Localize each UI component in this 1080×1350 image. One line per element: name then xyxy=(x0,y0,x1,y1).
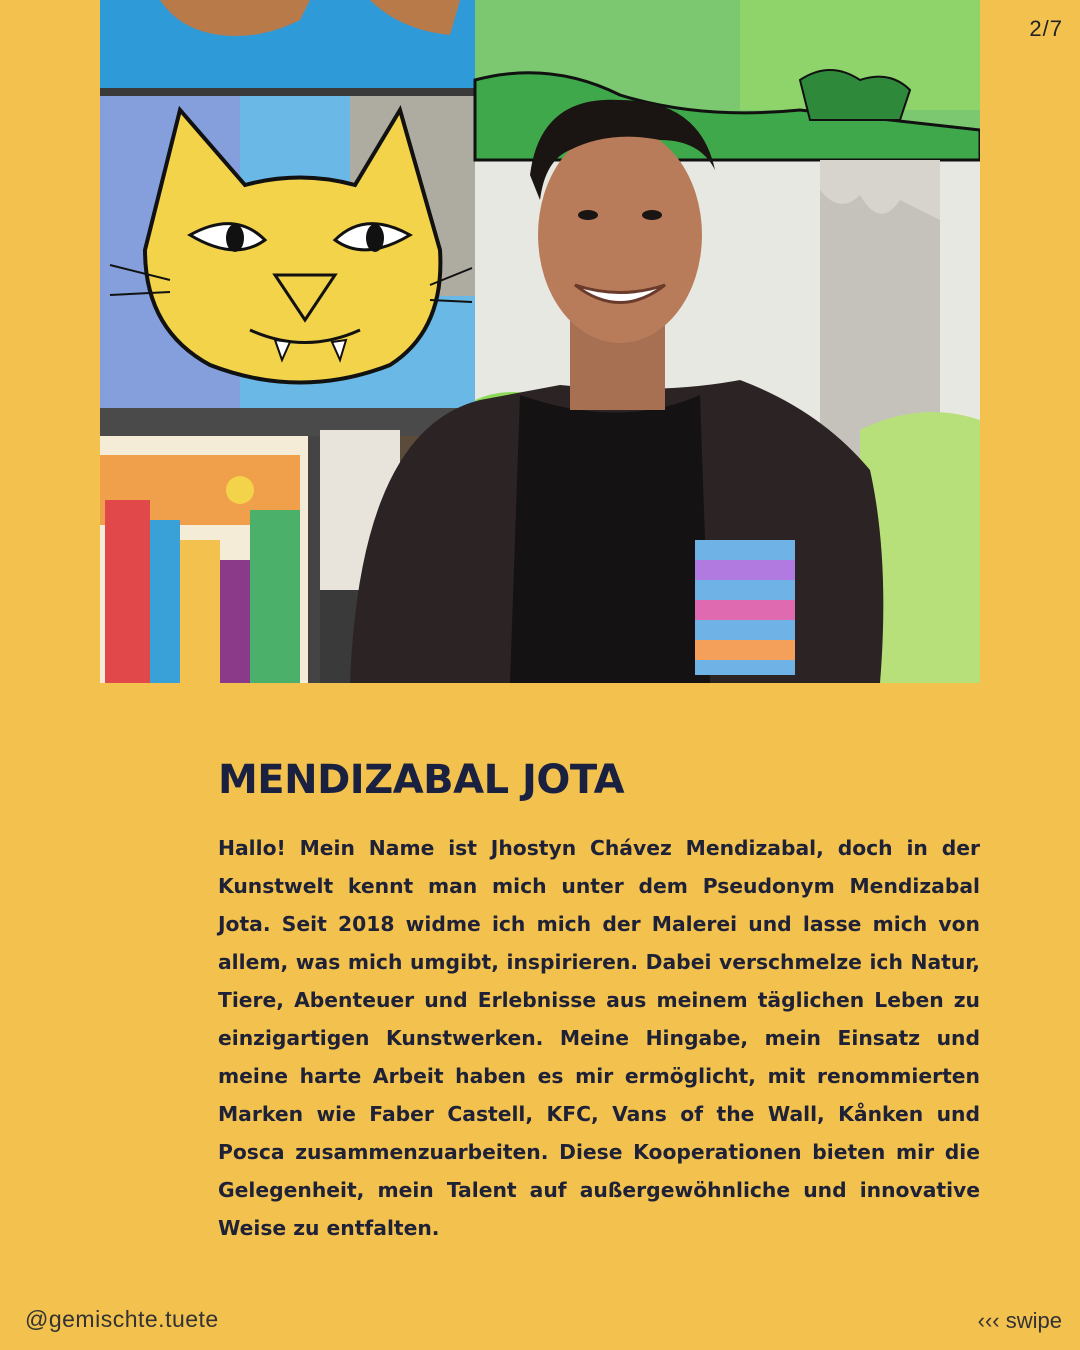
artist-photo xyxy=(100,0,980,683)
swipe-hint: ‹‹‹ swipe xyxy=(977,1308,1062,1333)
page-counter: 2/7 xyxy=(1029,16,1063,41)
person-face xyxy=(538,127,702,343)
artist-photo-illustration xyxy=(100,0,980,683)
artist-name: MENDIZABAL JOTA xyxy=(218,757,625,803)
artist-bio: Hallo! Mein Name ist Jhostyn Chávez Mendizabal, doch in der Kunstwelt kennt man mich unter dem Pseudonym Mendizabal Jota. Seit 2018 widme ich mich der Malerei und lasse mich von allem, was mich umgibt, inspirieren. Dabei verschmelze ich Natur, Tiere, Abenteuer und Erlebnisse aus meinem täglichen Leben zu einzigartigen Kunstwerken. Meine Hingabe, mein Einsatz und meine harte Arbeit haben es mir ermöglicht, mit renommierten Marken wie Faber Castell, KFC, Vans of the Wall, Kånken und Posca zusammenzuarbeiten. Diese Kooperationen bieten mir die Gelegenheit, mein Talent auf außergewöhnliche und innovative Weise zu entfalten. xyxy=(218,836,980,1240)
account-handle[interactable]: @gemischte.tuete xyxy=(25,1306,219,1332)
